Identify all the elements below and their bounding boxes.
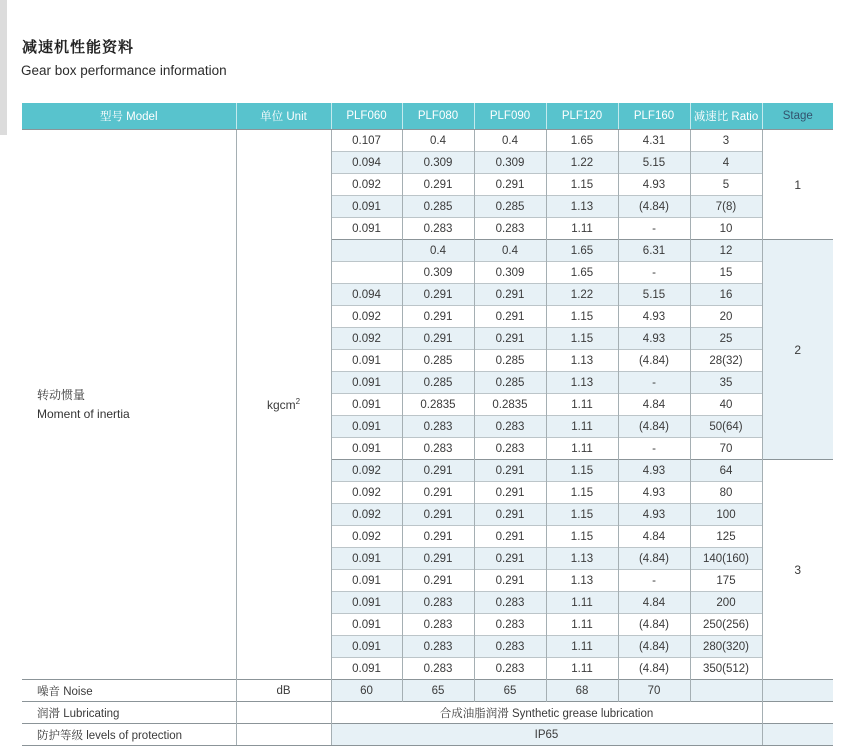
cell-plf090: 0.291 — [474, 174, 546, 196]
cell-plf080: 0.291 — [402, 482, 474, 504]
noise-value-plf090: 65 — [474, 680, 546, 702]
cell-plf080: 0.4 — [402, 240, 474, 262]
column-header-plf160: PLF160 — [618, 103, 690, 130]
cell-plf060: 0.094 — [331, 152, 402, 174]
cell-ratio: 12 — [690, 240, 762, 262]
cell-plf060: 0.092 — [331, 526, 402, 548]
cell-ratio: 140(160) — [690, 548, 762, 570]
cell-plf080: 0.283 — [402, 218, 474, 240]
noise-value-plf080: 65 — [402, 680, 474, 702]
page-title-en: Gear box performance information — [21, 63, 227, 78]
cell-plf090: 0.291 — [474, 548, 546, 570]
cell-plf160: 6.31 — [618, 240, 690, 262]
cell-ratio: 175 — [690, 570, 762, 592]
cell-plf060: 0.091 — [331, 416, 402, 438]
cell-plf160: 5.15 — [618, 152, 690, 174]
cell-plf090: 0.283 — [474, 658, 546, 680]
table-body — [22, 130, 833, 746]
cell-plf080: 0.285 — [402, 372, 474, 394]
cell-plf090: 0.291 — [474, 570, 546, 592]
protection-unit-empty — [236, 724, 331, 746]
cell-plf090: 0.291 — [474, 284, 546, 306]
cell-plf160: (4.84) — [618, 350, 690, 372]
column-header-unit: 单位 Unit — [236, 103, 331, 130]
cell-plf160: 4.84 — [618, 394, 690, 416]
cell-plf120: 1.13 — [546, 196, 618, 218]
cell-plf160: 4.93 — [618, 174, 690, 196]
table-row-lubricating — [22, 702, 833, 724]
cell-plf090: 0.309 — [474, 152, 546, 174]
cell-plf060 — [331, 240, 402, 262]
cell-plf090: 0.4 — [474, 130, 546, 152]
table-row-noise — [22, 680, 833, 702]
cell-ratio: 200 — [690, 592, 762, 614]
cell-plf090: 0.285 — [474, 196, 546, 218]
cell-ratio: 40 — [690, 394, 762, 416]
cell-plf060: 0.091 — [331, 548, 402, 570]
stage-cell: 1 — [762, 130, 833, 240]
cell-plf080: 0.283 — [402, 614, 474, 636]
noise-stage-empty — [762, 680, 833, 702]
cell-plf120: 1.15 — [546, 306, 618, 328]
stage-cell: 2 — [762, 240, 833, 460]
unit-value: kgcm — [266, 398, 296, 412]
cell-plf060: 0.091 — [331, 592, 402, 614]
cell-ratio: 16 — [690, 284, 762, 306]
cell-plf120: 1.11 — [546, 636, 618, 658]
table-header — [22, 103, 833, 130]
table-row-protection — [22, 724, 833, 746]
cell-ratio: 10 — [690, 218, 762, 240]
cell-plf090: 0.291 — [474, 526, 546, 548]
lubricating-value: 合成油脂润滑 Synthetic grease lubrication — [331, 702, 762, 724]
cell-plf120: 1.65 — [546, 240, 618, 262]
cell-ratio: 35 — [690, 372, 762, 394]
cell-plf160: 4.93 — [618, 328, 690, 350]
cell-plf160: (4.84) — [618, 614, 690, 636]
row-group-label-moment-of-inertia — [22, 130, 236, 680]
cell-ratio: 250(256) — [690, 614, 762, 636]
protection-stage-empty — [762, 724, 833, 746]
cell-plf120: 1.22 — [546, 284, 618, 306]
cell-plf080: 0.283 — [402, 658, 474, 680]
cell-plf060: 0.091 — [331, 614, 402, 636]
cell-plf090: 0.283 — [474, 636, 546, 658]
cell-plf060: 0.091 — [331, 658, 402, 680]
column-header-plf090: PLF090 — [474, 103, 546, 130]
cell-plf080: 0.291 — [402, 174, 474, 196]
noise-value-plf160: 70 — [618, 680, 690, 702]
cell-plf120: 1.11 — [546, 416, 618, 438]
cell-plf120: 1.11 — [546, 438, 618, 460]
cell-plf060 — [331, 262, 402, 284]
cell-plf080: 0.283 — [402, 416, 474, 438]
cell-plf160: 4.84 — [618, 592, 690, 614]
cell-plf120: 1.13 — [546, 350, 618, 372]
cell-ratio: 28(32) — [690, 350, 762, 372]
cell-ratio: 125 — [690, 526, 762, 548]
cell-plf080: 0.291 — [402, 284, 474, 306]
cell-ratio: 280(320) — [690, 636, 762, 658]
cell-plf160: 4.84 — [618, 526, 690, 548]
cell-plf090: 0.309 — [474, 262, 546, 284]
cell-plf080: 0.285 — [402, 196, 474, 218]
gearbox-performance-table — [22, 103, 833, 746]
cell-plf060: 0.094 — [331, 284, 402, 306]
cell-plf080: 0.291 — [402, 504, 474, 526]
cell-plf090: 0.291 — [474, 504, 546, 526]
noise-label: 噪音 Noise — [22, 680, 236, 702]
cell-plf160: (4.84) — [618, 416, 690, 438]
cell-plf120: 1.65 — [546, 130, 618, 152]
cell-plf120: 1.15 — [546, 460, 618, 482]
cell-plf060: 0.091 — [331, 570, 402, 592]
cell-plf060: 0.091 — [331, 636, 402, 658]
cell-plf090: 0.283 — [474, 592, 546, 614]
noise-unit: dB — [236, 680, 331, 702]
cell-plf120: 1.22 — [546, 152, 618, 174]
cell-ratio: 80 — [690, 482, 762, 504]
cell-plf090: 0.285 — [474, 372, 546, 394]
table-row — [22, 130, 833, 152]
cell-ratio: 5 — [690, 174, 762, 196]
cell-plf160: - — [618, 218, 690, 240]
cell-plf090: 0.283 — [474, 438, 546, 460]
cell-plf160: (4.84) — [618, 548, 690, 570]
cell-plf060: 0.091 — [331, 218, 402, 240]
cell-plf060: 0.091 — [331, 394, 402, 416]
lubricating-label: 润滑 Lubricating — [22, 702, 236, 724]
cell-plf080: 0.283 — [402, 636, 474, 658]
cell-plf120: 1.13 — [546, 570, 618, 592]
cell-ratio: 50(64) — [690, 416, 762, 438]
cell-plf080: 0.291 — [402, 548, 474, 570]
cell-plf120: 1.13 — [546, 372, 618, 394]
cell-plf060: 0.091 — [331, 372, 402, 394]
cell-ratio: 7(8) — [690, 196, 762, 218]
protection-value: IP65 — [331, 724, 762, 746]
cell-plf060: 0.091 — [331, 196, 402, 218]
cell-plf160: - — [618, 372, 690, 394]
cell-plf160: (4.84) — [618, 636, 690, 658]
cell-plf060: 0.091 — [331, 438, 402, 460]
cell-plf160: 4.93 — [618, 504, 690, 526]
cell-plf080: 0.309 — [402, 262, 474, 284]
cell-plf060: 0.092 — [331, 460, 402, 482]
cell-plf160: (4.84) — [618, 658, 690, 680]
noise-value-plf120: 68 — [546, 680, 618, 702]
cell-plf090: 0.291 — [474, 328, 546, 350]
lubricating-unit-empty — [236, 702, 331, 724]
cell-plf120: 1.13 — [546, 548, 618, 570]
cell-plf090: 0.291 — [474, 460, 546, 482]
cell-plf060: 0.091 — [331, 350, 402, 372]
cell-plf090: 0.291 — [474, 306, 546, 328]
cell-plf080: 0.291 — [402, 460, 474, 482]
cell-plf120: 1.15 — [546, 482, 618, 504]
cell-plf160: - — [618, 262, 690, 284]
column-header-stage: Stage — [762, 103, 833, 130]
column-header-plf120: PLF120 — [546, 103, 618, 130]
lubricating-stage-empty — [762, 702, 833, 724]
cell-ratio: 64 — [690, 460, 762, 482]
column-header-plf080: PLF080 — [402, 103, 474, 130]
cell-plf090: 0.283 — [474, 218, 546, 240]
unit-cell-kgcm2 — [236, 130, 331, 680]
cell-plf080: 0.309 — [402, 152, 474, 174]
cell-plf160: - — [618, 438, 690, 460]
stage-cell: 3 — [762, 460, 833, 680]
cell-plf120: 1.11 — [546, 592, 618, 614]
cell-ratio: 15 — [690, 262, 762, 284]
moment-of-inertia-label-zh: 转动惯量 — [37, 387, 86, 402]
cell-plf060: 0.107 — [331, 130, 402, 152]
cell-plf090: 0.291 — [474, 482, 546, 504]
cell-plf160: 4.93 — [618, 482, 690, 504]
cell-plf120: 1.11 — [546, 614, 618, 636]
cell-plf080: 0.283 — [402, 438, 474, 460]
cell-plf080: 0.291 — [402, 526, 474, 548]
cell-plf090: 0.283 — [474, 416, 546, 438]
noise-ratio-empty — [690, 680, 762, 702]
column-header-ratio: 减速比 Ratio — [690, 103, 762, 130]
cell-ratio: 20 — [690, 306, 762, 328]
cell-plf090: 0.2835 — [474, 394, 546, 416]
cell-plf060: 0.092 — [331, 174, 402, 196]
cell-plf160: - — [618, 570, 690, 592]
cell-plf120: 1.15 — [546, 526, 618, 548]
moment-of-inertia-label-en: Moment of inertia — [37, 406, 130, 421]
column-header-plf060: PLF060 — [331, 103, 402, 130]
column-header-model: 型号 Model — [22, 103, 236, 130]
cell-ratio: 100 — [690, 504, 762, 526]
noise-value-plf060: 60 — [331, 680, 402, 702]
cell-ratio: 4 — [690, 152, 762, 174]
cell-ratio: 25 — [690, 328, 762, 350]
cell-plf060: 0.092 — [331, 306, 402, 328]
cell-plf120: 1.15 — [546, 174, 618, 196]
cell-plf120: 1.15 — [546, 504, 618, 526]
cell-plf120: 1.65 — [546, 262, 618, 284]
cell-plf080: 0.4 — [402, 130, 474, 152]
cell-plf090: 0.4 — [474, 240, 546, 262]
cell-plf080: 0.291 — [402, 570, 474, 592]
cell-plf060: 0.092 — [331, 482, 402, 504]
cell-plf160: (4.84) — [618, 196, 690, 218]
cell-plf160: 4.93 — [618, 306, 690, 328]
cell-plf160: 4.93 — [618, 460, 690, 482]
page-title-zh: 减速机性能资料 — [22, 39, 135, 56]
protection-label: 防护等级 levels of protection — [22, 724, 236, 746]
cell-ratio: 70 — [690, 438, 762, 460]
cell-plf120: 1.15 — [546, 328, 618, 350]
cell-plf060: 0.092 — [331, 328, 402, 350]
cell-plf080: 0.283 — [402, 592, 474, 614]
cell-plf120: 1.11 — [546, 218, 618, 240]
unit-superscript: 2 — [295, 397, 301, 406]
cell-plf080: 0.291 — [402, 306, 474, 328]
cell-ratio: 350(512) — [690, 658, 762, 680]
cell-plf080: 0.285 — [402, 350, 474, 372]
cell-plf160: 5.15 — [618, 284, 690, 306]
cell-plf120: 1.11 — [546, 394, 618, 416]
cell-plf090: 0.283 — [474, 614, 546, 636]
cell-plf160: 4.31 — [618, 130, 690, 152]
cell-plf080: 0.291 — [402, 328, 474, 350]
cell-plf120: 1.11 — [546, 658, 618, 680]
page-edge-artifact — [0, 0, 7, 135]
cell-plf060: 0.092 — [331, 504, 402, 526]
cell-ratio: 3 — [690, 130, 762, 152]
cell-plf080: 0.2835 — [402, 394, 474, 416]
cell-plf090: 0.285 — [474, 350, 546, 372]
